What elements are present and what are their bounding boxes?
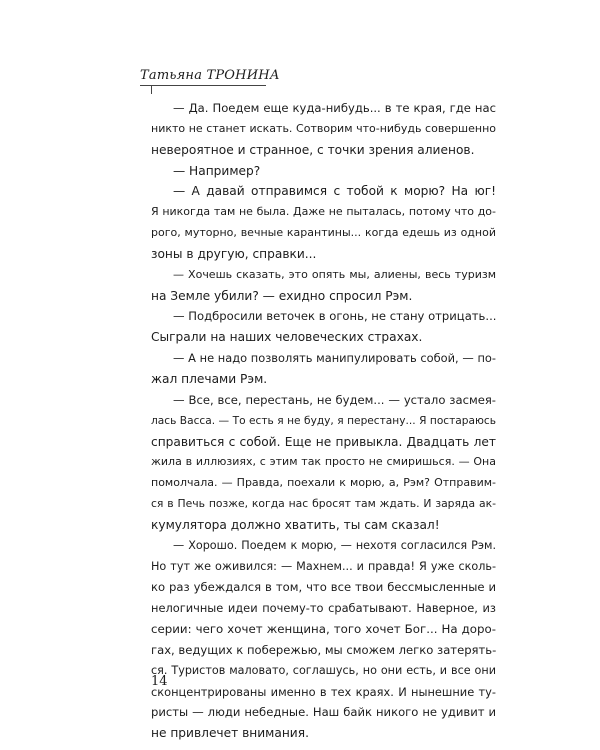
text-line: на Земле убили? — ехидно спросил Рэм. xyxy=(151,288,413,303)
text-line: зоны в другую, справки... xyxy=(151,246,317,261)
text-line: ся. Туристов маловато, соглашусь, но они есть, и все они xyxy=(151,663,496,677)
text-line: жила в иллюзиях, с этим так просто не смиришься. — Она xyxy=(151,455,496,469)
text-line: — Например? xyxy=(173,163,261,178)
text-line: никто не станет искать. Сотворим что-нибудь совершенно xyxy=(151,121,496,135)
text-line: Я никогда там не была. Даже не пыталась, потому что до- xyxy=(151,205,496,219)
text-line: жал плечами Рэм. xyxy=(151,371,268,386)
text-line: — А не надо позволять манипулировать собой, — по- xyxy=(173,351,496,366)
text-line: рого, муторно, вечные карантины... когда едешь из одной xyxy=(151,226,496,240)
text-line: сконцентрированы именно в тех краях. И нынешние ту- xyxy=(151,684,496,699)
text-line: невероятное и странное, с точки зрения алиенов. xyxy=(151,142,475,157)
header-rule xyxy=(140,85,266,86)
text-line: справиться с собой. Еще не привыкла. Двадцать лет xyxy=(151,434,496,449)
body-text xyxy=(151,98,496,744)
text-line: помолчала. — Правда, поехали к морю, а, Рэм? Отправим- xyxy=(151,476,496,490)
text-line: — Подбросили веточек в огонь, не стану отрицать... xyxy=(173,309,496,324)
text-line: — Все, все, перестань, не будем... — устало засмея- xyxy=(173,392,496,407)
text-line: нелогичные идеи почему-то срабатывают. Наверное, из xyxy=(151,601,496,616)
text-line: ся в Печь позже, когда нас бросят там ждать. И заряда ак- xyxy=(151,497,496,511)
text-line: — Хочешь сказать, это опять мы, алиены, весь туризм xyxy=(173,267,496,281)
page-number: 14 xyxy=(151,674,168,689)
text-line: ристы — люди небедные. Наш байк никого не удивит и xyxy=(151,705,496,720)
text-line: — А давай отправимся с тобой к морю? На юг! xyxy=(173,184,496,199)
text-line: — Да. Поедем еще куда-нибудь... в те края, где нас xyxy=(173,101,496,115)
text-line: не привлечет внимания. xyxy=(151,726,309,741)
running-head: Татьяна ТРОНИНА xyxy=(140,68,280,83)
text-line: гах, ведущих к побережью, мы сможем легко затерять- xyxy=(151,642,496,657)
text-line: кумулятора должно хватить, ты сам сказал! xyxy=(151,517,440,532)
text-line: лась Васса. — То есть я не буду, я перестану... Я постараюсь xyxy=(151,414,496,427)
header-rule-tick xyxy=(151,85,152,94)
text-line: — Хорошо. Поедем к морю, — нехотя согласился Рэм. xyxy=(173,538,496,552)
text-line: Но тут же оживился: — Махнем... и правда! Я уже сколь- xyxy=(151,559,496,573)
text-line: серии: чего хочет женщина, того хочет Бог... На доро- xyxy=(151,622,496,637)
text-line: ко раз убеждался в том, что все твои бессмысленные и xyxy=(151,580,496,595)
text-line: Сыграли на наших человеческих страхах. xyxy=(151,330,423,345)
